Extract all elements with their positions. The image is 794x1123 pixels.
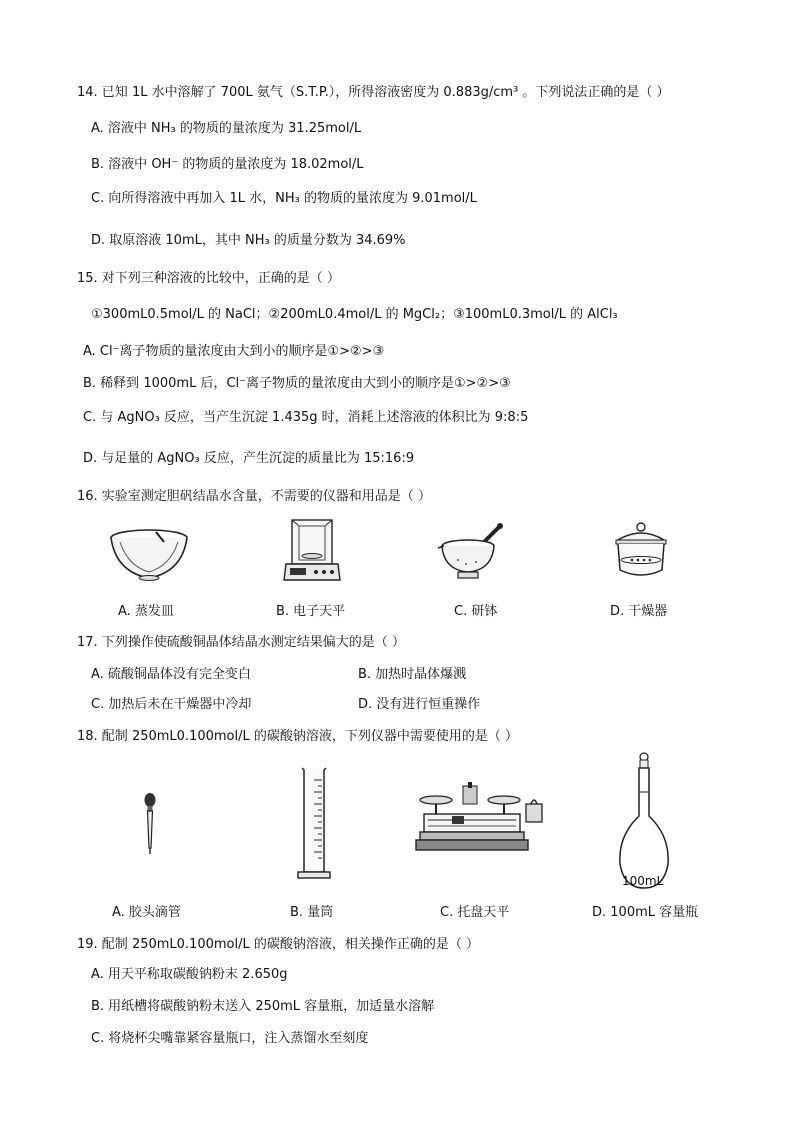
q19-stem: 19. 配制 250mL0.100mol/L 的碳酸钠溶液，相关操作正确的是（ ） xyxy=(77,937,479,952)
tray-balance-icon xyxy=(414,780,554,860)
q17-option-a: A. 硫酸铜晶体没有完全变白 xyxy=(91,667,251,682)
q17-option-d: D. 没有进行恒重操作 xyxy=(358,697,481,712)
q18-option-b: B. 量筒 xyxy=(290,905,334,920)
measuring-cylinder-icon xyxy=(296,766,332,882)
q19-option-a: A. 用天平称取碳酸钠粉末 2.650g xyxy=(91,967,288,982)
q16-stem: 16. 实验室测定胆矾结晶水含量，不需要的仪器和用品是（ ） xyxy=(77,489,431,504)
q19-option-c: C. 将烧杯尖嘴靠紧容量瓶口，注入蒸馏水至刻度 xyxy=(91,1031,369,1046)
q18-option-c: C. 托盘天平 xyxy=(440,905,510,920)
q16-option-a: A. 蒸发皿 xyxy=(118,604,174,619)
q18-option-a: A. 胶头滴管 xyxy=(112,905,181,920)
q15-option-b: B. 稀释到 1000mL 后，Cl⁻离子物质的量浓度由大到小的顺序是①>②>③ xyxy=(83,376,511,391)
electronic-balance-icon xyxy=(282,518,342,586)
q14-stem: 14. 已知 1L 水中溶解了 700L 氨气（S.T.P.），所得溶液密度为 0.883g/cm³ 。下列说法正确的是（ ） xyxy=(77,85,670,100)
desiccator-icon xyxy=(612,522,670,584)
q14-option-a: A. 溶液中 NH₃ 的物质的量浓度为 31.25mol/L xyxy=(91,121,362,136)
q16-option-b: B. 电子天平 xyxy=(276,604,346,619)
q17-stem: 17. 下列操作使硫酸铜晶体结晶水测定结果偏大的是（ ） xyxy=(77,635,405,650)
q15-option-a: A. Cl⁻离子物质的量浓度由大到小的顺序是①>②>③ xyxy=(83,344,385,359)
q15-stem: 15. 对下列三种溶液的比较中，正确的是（ ） xyxy=(77,271,340,286)
q14-option-c: C. 向所得溶液中再加入 1L 水，NH₃ 的物质的量浓度为 9.01mol/L xyxy=(91,191,477,206)
q19-option-b: B. 用纸槽将碳酸钠粉末送入 250mL 容量瓶，加适量水溶解 xyxy=(91,999,435,1014)
q18-option-d: D. 100mL 容量瓶 xyxy=(592,905,699,920)
mortar-pestle-icon xyxy=(436,520,508,586)
evaporating-dish-icon xyxy=(108,528,190,582)
q15-option-c: C. 与 AgNO₃ 反应，当产生沉淀 1.435g 时，消耗上述溶液的体积比为 9:8:5 xyxy=(83,410,529,425)
q14-option-b: B. 溶液中 OH⁻ 的物质的量浓度为 18.02mol/L xyxy=(91,157,364,172)
q16-option-d: D. 干燥器 xyxy=(610,604,668,619)
q14-option-d: D. 取原溶液 10mL，其中 NH₃ 的质量分数为 34.69% xyxy=(91,233,406,248)
q17-option-b: B. 加热时晶体爆溅 xyxy=(358,667,467,682)
q15-solutions: ①300mL0.5mol/L 的 NaCl；②200mL0.4mol/L 的 MgCl₂；③100mL0.3mol/L 的 AlCl₃ xyxy=(91,307,618,322)
volumetric-flask-icon xyxy=(614,752,674,892)
q15-option-d: D. 与足量的 AgNO₃ 反应，产生沉淀的质量比为 15:16:9 xyxy=(83,451,415,466)
flask-capacity-label: 100mL xyxy=(622,874,664,888)
dropper-icon xyxy=(142,792,158,856)
q17-option-c: C. 加热后未在干燥器中冷却 xyxy=(91,697,252,712)
q18-stem: 18. 配制 250mL0.100mol/L 的碳酸钠溶液，下列仪器中需要使用的是（ ） xyxy=(77,729,518,744)
q16-option-c: C. 研钵 xyxy=(454,604,498,619)
